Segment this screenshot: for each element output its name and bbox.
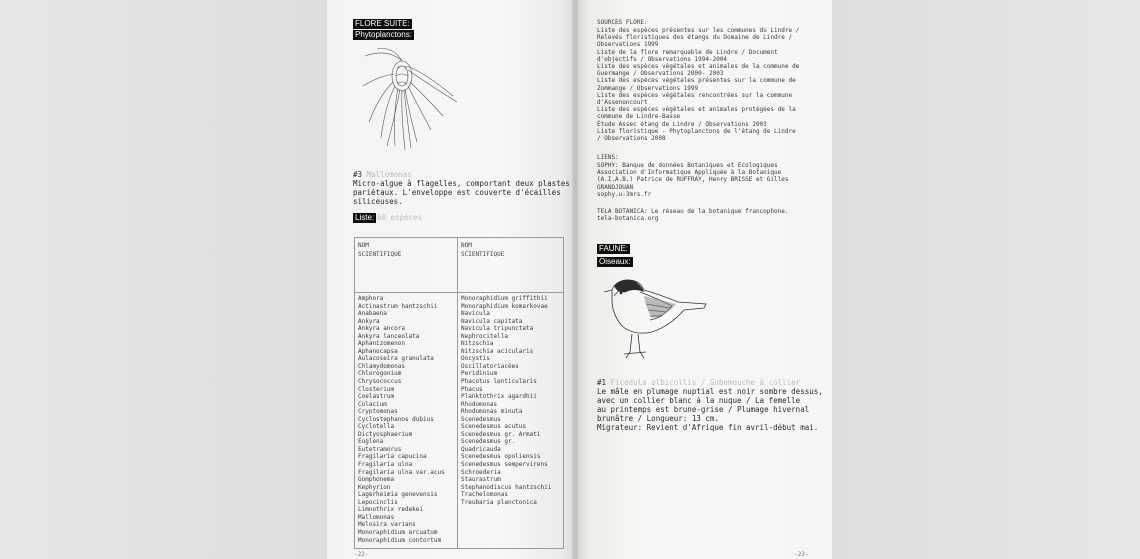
species-item: Actinastrum hantzschii	[358, 302, 438, 310]
source-entry: Liste des espèces végétales rencontrées sur la commune d'Assenoncourt	[597, 91, 793, 107]
page-number-right: -23-	[794, 551, 809, 558]
species-item: Kephyrion	[358, 483, 391, 491]
species-item: Monoraphidium contortum	[358, 536, 442, 544]
phytoplanctons-label: Phytoplanctons:	[355, 30, 412, 39]
species-item: Limnothrix redekei	[358, 506, 424, 514]
species-item: Amphora	[358, 295, 384, 302]
species-item: Stephanodiscus hantzschii	[461, 483, 552, 491]
species-item: Scenedesmus gr.	[461, 438, 516, 446]
species-item: Anabaena	[358, 310, 387, 318]
species-item: Lepocinclis	[358, 498, 398, 506]
links-heading: LIENS:	[597, 154, 619, 161]
col1-header: NOM SCIENTIFIQUE	[358, 242, 402, 258]
column-divider	[457, 238, 458, 548]
species-item: Trachelomonas	[461, 491, 508, 499]
species-item: Quadricauda	[461, 445, 501, 453]
flore-suite-label: FLORE SUITE:	[355, 19, 410, 28]
source-entry: Liste des espèces végétales présentes sur la commune de Zommange / Observations 1999	[597, 77, 796, 92]
species-item: Navicula capitata	[461, 317, 523, 325]
species-item: Planktothrix agardhii	[461, 393, 537, 401]
species-item: Phacotus lenticularis	[461, 378, 537, 386]
species-item: Scenedesmus opoliensis	[461, 453, 541, 461]
species-item: Fragilaria ulna var.acus	[358, 468, 445, 476]
source-entry: Liste des espèces végétales et animales protégées de la commune de Lindre-Basse	[597, 106, 796, 121]
species-item: Chrysococcus	[358, 378, 402, 386]
species-item: Chlorogonium	[358, 370, 402, 378]
species-item: Fragilaria ulna	[358, 461, 413, 469]
mallomonas-caption	[353, 170, 412, 179]
bird-description: Le mâle en plumage nuptial est noir sombre dessus, avec un collier blanc à la nuque / La femelle au printemps est brune-grise / Plumage hivernal brunâtre / Longueur: 13 cm. Migrateur: Revient d'Afrique fin avril-début mai.	[597, 387, 823, 432]
caption-species-name: Ficedula albicollis / Gobemouche à collier	[610, 378, 801, 387]
species-item: Nephrocitella	[461, 332, 508, 340]
species-item: Cryptomonas	[358, 408, 398, 416]
species-item: Chlamydomonas	[358, 362, 405, 370]
species-item: Nitzschia acicularis	[461, 347, 534, 355]
species-item: Phacus	[461, 385, 483, 393]
right-page	[578, 0, 832, 559]
species-item: Cyclostephanos dubius	[358, 415, 434, 423]
mallomonas-drawing-icon	[357, 46, 467, 152]
species-item: Ankyra lanceolata	[358, 332, 420, 340]
species-item: Closterium	[358, 385, 395, 393]
link-sophy: SOPHY: Banque de données Botaniques et Ecologiques Association d'Informatique Appliquée à la Botanique (A.I.A.B.) Patrice de RUFFRAY, Henry BRISSE et Gilles GRANDJOUAN sophy.u-3mrs.fr	[597, 162, 789, 198]
species-item: Rhodomonas	[461, 400, 498, 408]
source-entry: Liste des espèces présentes sur les communes du Lindre / Relevés floristiques des étangs du Domaine de Lindre / Observations 1999	[597, 27, 800, 49]
caption-number: #1	[597, 378, 607, 387]
species-item: Oocystis	[461, 355, 490, 363]
source-entry: Liste des espèces végétales et animales de la commune de Guermange / Observations 2000- 2003	[597, 63, 800, 78]
species-table	[354, 237, 564, 549]
species-item: Colacium	[358, 400, 387, 408]
source-entry: Liste de la flore remarquable de Lindre / Document d'objectifs / Observations 1994-2004	[597, 48, 778, 63]
species-item: Rhodomonas minuta	[461, 408, 523, 416]
species-item: Scenedesmus gr. Armati	[461, 430, 541, 438]
bird-caption	[597, 378, 800, 387]
species-item: Aulacoseira granulata	[358, 355, 434, 363]
species-item: Cyclotella	[358, 423, 395, 431]
species-item: Navicula tripunctata	[461, 325, 534, 333]
caption-number: #3	[353, 170, 363, 179]
left-page	[327, 0, 573, 559]
species-item: Aphanizomenon	[358, 340, 405, 348]
oiseaux-label: Oiseaux:	[599, 257, 631, 266]
species-item: Euglena	[358, 438, 384, 446]
species-item: Melosira varians	[358, 521, 416, 529]
col1-species-list	[358, 295, 445, 544]
flycatcher-bird-drawing-icon	[600, 274, 712, 360]
species-item: Eutetramorus	[358, 445, 402, 453]
mallomonas-description: Micro-algue à flagelles, comportant deux plastes pariétaux. L'enveloppe est couverte d'écailles siliceuses.	[353, 179, 570, 206]
sources-heading: SOURCES FLORE:	[597, 19, 648, 26]
link-tela-botanica: TELA BOTANICA: Le réseau de la botanique francophone. tela-botanica.org	[597, 208, 789, 223]
species-item: Ankyra ancora	[358, 325, 405, 333]
species-item: Peridinium	[461, 370, 498, 378]
header-divider	[355, 292, 563, 293]
species-item: Schroederia	[461, 468, 501, 476]
species-item: Coelastrum	[358, 393, 395, 401]
faune-label: FAUNE:	[599, 244, 628, 253]
col2-species-list	[461, 295, 551, 506]
species-item: Staurastrum	[461, 476, 501, 484]
species-item: Monoraphidium komarkovae	[461, 302, 548, 310]
species-item: Navicula	[461, 310, 490, 318]
page-number-left: -22-	[354, 551, 369, 558]
species-item: Monoraphidium griffithii	[461, 295, 548, 302]
species-item: Aphanocapsa	[358, 347, 398, 355]
species-item: Nitzschia	[461, 340, 494, 348]
species-item: Gomphonema	[358, 476, 395, 484]
species-item: Ankyra	[358, 317, 380, 325]
liste-label: Liste:	[355, 213, 375, 222]
species-item: Scenedesmus acutus	[461, 423, 527, 431]
species-item: Dictyosphaerium	[358, 430, 413, 438]
species-item: Mallomonas	[358, 513, 395, 521]
species-item: Treubaria planctonica	[461, 498, 537, 506]
sources-list	[597, 27, 799, 142]
species-count: 60 espèces	[377, 213, 423, 222]
species-item: Oscillatoriacées	[461, 362, 519, 370]
species-item: Scenedesmus sempervirens	[461, 461, 548, 469]
species-item: Fragilaria capucina	[358, 453, 427, 461]
species-item: Monoraphidium arcuatum	[358, 528, 438, 536]
source-entry: Étude Assec étang de Lindre / Observations 2003	[597, 120, 767, 128]
species-item: Scenedesmus	[461, 415, 501, 423]
source-entry: Liste floristique - Phytoplanctons de l'étang de Lindre / Observations 2008	[597, 127, 796, 143]
caption-species-name: Mallomonas	[366, 170, 412, 179]
col2-header: NOM SCIENTIFIQUE	[461, 242, 505, 258]
species-item: Lagerheimia genevensis	[358, 491, 438, 499]
